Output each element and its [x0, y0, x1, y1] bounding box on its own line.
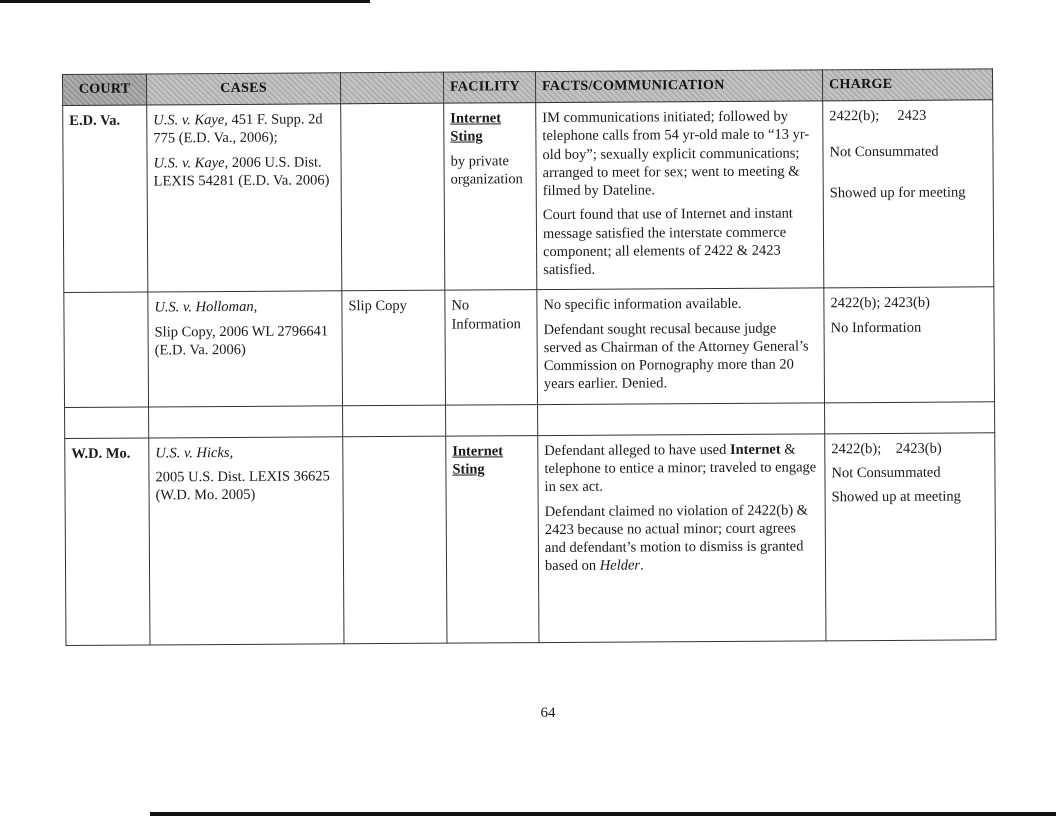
charge-status: Not Consummated: [829, 143, 939, 161]
table-row: [63, 100, 994, 293]
header-cases: CASES: [147, 73, 341, 105]
cell-facts: [537, 288, 825, 404]
facts-text: & telephone to entice a minor; traveled to engage in sex act.: [544, 441, 817, 496]
court-name: W.D. Mo.: [71, 445, 131, 462]
empty-cell: [538, 403, 825, 436]
facts-text: Defendant alleged to have used: [544, 441, 730, 459]
empty-cell: [825, 402, 995, 434]
facts-paragraph: [545, 501, 819, 576]
charge-statute: 2422(b); 2423(b): [830, 295, 930, 312]
case-citation: [153, 153, 334, 191]
scan-edge-bottom: [150, 812, 1056, 816]
scan-edge-top: [0, 0, 370, 3]
facility-title: Internet Sting: [452, 443, 504, 478]
facts-paragraph: Court found that use of Internet and instant message satisfied the interstate commerce component; all elements of 2422 & 2423 satisfied.: [542, 205, 793, 279]
court-name: E.D. Va.: [69, 112, 121, 129]
table-row: [65, 433, 996, 646]
header-charge: CHARGE: [822, 69, 992, 101]
cell-facility: [444, 103, 537, 291]
cell-charge: [825, 433, 996, 641]
cell-court: [63, 105, 148, 293]
case-cite: , 2006 U.S. Dist. LEXIS 54281 (E.D. Va. 2006): [153, 153, 330, 190]
empty-cell: [446, 404, 538, 436]
case-cite-detail: Slip Copy, 2006 WL 2796641 (E.D. Va. 2006): [154, 323, 329, 359]
charge-note: Showed up at meeting: [831, 488, 961, 506]
facts-italic-case: Helder: [599, 557, 641, 575]
charge-statute: 2422(b); 2423: [829, 107, 927, 125]
case-name: U.S. v. Kaye: [153, 112, 225, 129]
facts-paragraph: No specific information available.: [543, 296, 742, 314]
cell-blank: Slip Copy: [342, 291, 446, 406]
facts-paragraph: IM communications initiated; followed by telephone calls from 54 yr-old male to “13 yr-old boy”; sexually explicit communications; arranged to meet for sex; went to meeting & filmed by Dateline.: [542, 108, 810, 200]
cell-facility: [446, 435, 539, 643]
header-court: COURT: [63, 74, 147, 106]
cell-blank: [341, 103, 445, 291]
cell-cases: [147, 104, 342, 293]
case-cite: ,: [253, 299, 258, 316]
table-row: [64, 287, 995, 407]
case-name: U.S. v. Hicks: [155, 444, 230, 462]
facility-detail: No Information: [451, 297, 521, 333]
cell-cases: [148, 291, 343, 407]
case-citation: [153, 110, 334, 148]
charge-status: Not Consummated: [831, 464, 941, 482]
case-name: U.S. v. Kaye: [153, 154, 225, 171]
facts-paragraph: Defendant sought recusal because judge served as Chairman of the Attorney General’s Commission on Pornography more than 20 years earlier. Denied.: [543, 320, 809, 393]
cell-charge: [823, 100, 994, 288]
document-page: [62, 68, 996, 690]
case-cite: ,: [229, 444, 234, 461]
empty-cell: [149, 406, 343, 438]
facts-bold-term: Internet: [729, 441, 781, 458]
facts-text: Defendant claimed no violation of 2422(b) & 2423 because no actual minor; court agrees and defendant’s motion to dismiss is granted based on: [544, 501, 809, 575]
cell-court: [65, 438, 150, 646]
cell-facts: [538, 434, 826, 643]
case-citation: [155, 443, 336, 462]
case-cite: , 451 F. Supp. 2d 775 (E.D. Va., 2006);: [153, 111, 323, 147]
cell-charge: [824, 287, 995, 402]
charge-statute: 2422(b); 2423(b): [831, 440, 942, 458]
cell-blank: [343, 436, 447, 644]
facts-paragraph: [544, 440, 818, 496]
page-number: 64: [540, 705, 556, 721]
case-cite-detail: 2005 U.S. Dist. LEXIS 36625 (W.D. Mo. 2005): [155, 468, 330, 504]
header-facts: FACTS/COMMUNICATION: [535, 70, 822, 103]
cell-court: [64, 292, 149, 407]
case-citation: [154, 298, 335, 317]
charge-note: Showed up for meeting: [829, 184, 966, 201]
header-facility: FACILITY: [443, 72, 535, 104]
cell-cases: [149, 437, 344, 645]
empty-cell: [343, 405, 446, 437]
facts-text: .: [639, 557, 644, 574]
cell-facility: [445, 290, 538, 405]
facility-detail: by private organization: [450, 152, 523, 188]
header-blank: [340, 72, 443, 104]
charge-status: No Information: [830, 319, 922, 336]
case-name: U.S. v. Holloman: [154, 299, 254, 316]
empty-cell: [65, 407, 149, 439]
case-table: [62, 68, 996, 645]
cell-facts: [536, 101, 824, 290]
facility-title: Internet Sting: [450, 110, 502, 145]
